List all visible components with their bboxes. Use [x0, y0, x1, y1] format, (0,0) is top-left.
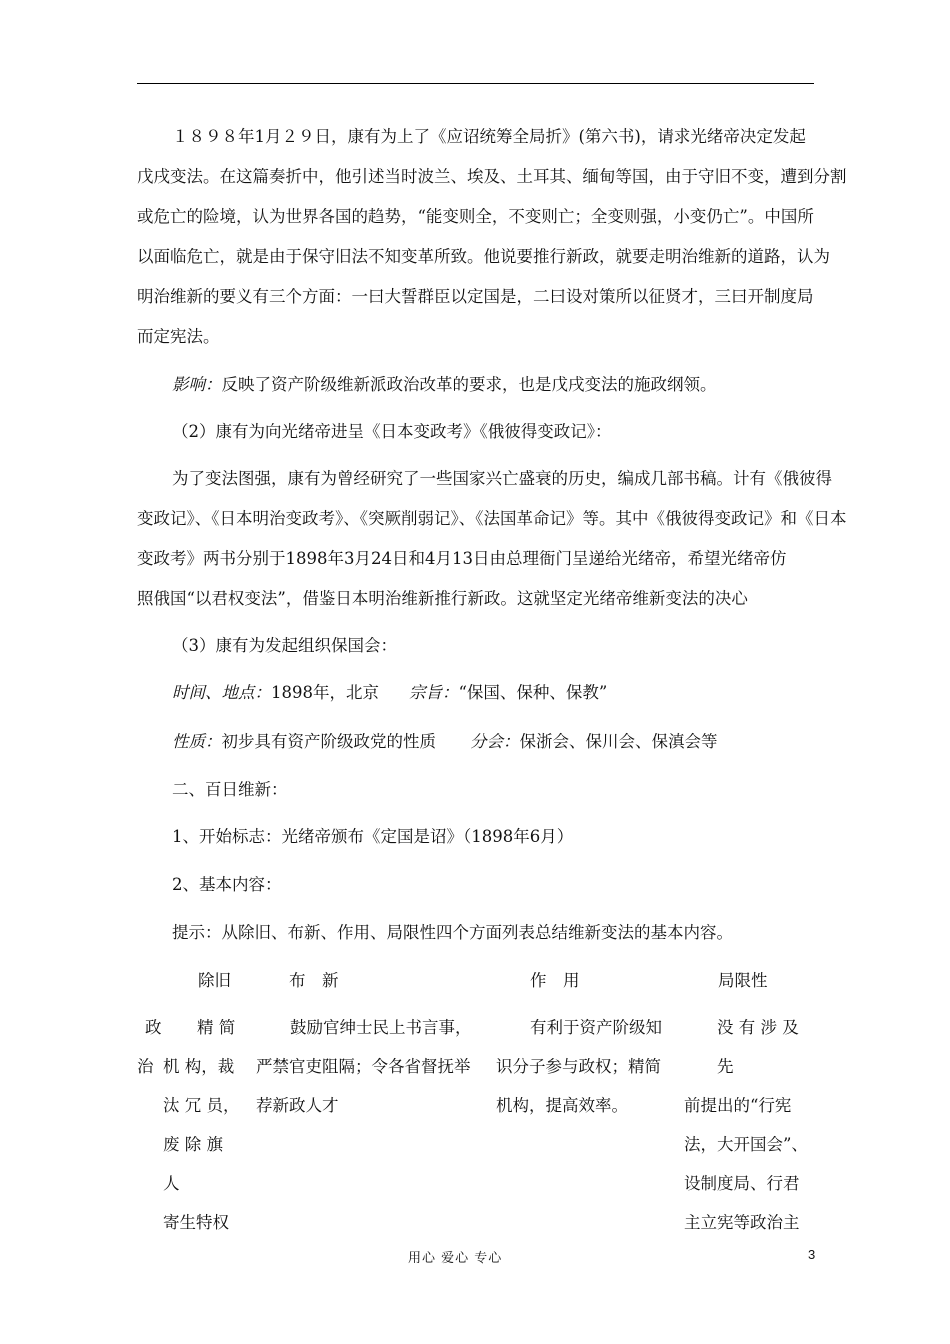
item-2-heading: （2）康有为向光绪帝进呈《日本变政考》《俄彼得变政记》：	[172, 422, 612, 441]
cell-line: 设制度局、行君	[684, 1174, 800, 1193]
table-header: 作 用	[530, 971, 580, 990]
cell-line: 严禁官吏阻隔；令各省督抚举	[256, 1057, 471, 1076]
header-rule	[137, 83, 814, 84]
influence-label: 影响：	[172, 375, 222, 394]
paragraph-line: 为了变法图强，康有为曾经研究了一些国家兴亡盛衰的历史，编成几部书稿。计有《俄彼得	[172, 469, 832, 488]
influence-line	[172, 373, 717, 397]
start-mark: 1、开始标志：光绪帝颁布《定国是诏》（1898年6月）	[172, 827, 574, 846]
cell-line: 寄生特权	[163, 1213, 229, 1232]
basic-content-heading: 2、基本内容：	[172, 875, 282, 894]
new-measures-cell	[256, 1008, 481, 1125]
cell-line: 精 简	[197, 1018, 236, 1037]
cell-line: 主立宪等政治主	[684, 1213, 800, 1232]
time-place-value: 1898年，北京	[271, 683, 379, 702]
cell-line: 法，大开国会”、	[684, 1135, 808, 1154]
cell-line: 荐新政人才	[256, 1096, 339, 1115]
paragraph-line: 戊戌变法。在这篇奏折中，他引述当时波兰、埃及、土耳其、缅甸等国，由于守旧不变，遭到分割	[137, 167, 847, 186]
limitation-cell	[684, 1008, 814, 1242]
cell-line: 汰 冗 员，	[163, 1096, 240, 1115]
time-place-line	[172, 681, 607, 705]
section-2-heading: 二、百日维新：	[172, 780, 288, 799]
paragraph-line: 变政记》、《日本明治变政考》、《突厥削弱记》、《法国革命记》等。其中《俄彼得变政记》和《日本	[137, 509, 847, 528]
table-header: 局限性	[718, 971, 768, 990]
branch-label: 分会：	[470, 732, 520, 751]
paragraph-line: 照俄国“以君权变法”，借鉴日本明治维新推行新政。这就坚定光绪帝维新变法的决心	[137, 589, 748, 608]
purpose-value: “保国、保种、保教”	[458, 683, 608, 702]
cell-line: 识分子参与政权；精简	[496, 1057, 661, 1076]
page-number: 3	[808, 1247, 816, 1262]
cell-line: 机 构，裁	[163, 1057, 235, 1076]
influence-text: 反映了资产阶级维新派政治改革的要求，也是戊戌变法的施政纲领。	[221, 375, 717, 394]
cell-line: 机构，提高效率。	[496, 1096, 628, 1115]
row-label-cell	[145, 1008, 162, 1047]
cell-line: 政	[145, 1018, 162, 1037]
paragraph-line: 变政考》两书分别于1898年3月24日和4月13日由总理衙门呈递给光绪帝，希望光绪帝仿	[137, 549, 787, 568]
nature-line	[172, 730, 718, 754]
cell-line: 有利于资产阶级知	[530, 1018, 662, 1037]
paragraph-line: １８９８年1月２９日，康有为上了《应诏统筹全局折》(第六书)，请求光绪帝决定发起	[172, 127, 806, 146]
paragraph-line: 或危亡的险境，认为世界各国的趋势，“能变则全，不变则亡；全变则强，小变仍亡”。中国所	[137, 207, 814, 226]
cell-line: 前提出的“行宪	[684, 1096, 792, 1115]
table-header: 除旧	[198, 971, 231, 990]
effect-cell	[496, 1008, 671, 1125]
paragraph-line: 明治维新的要义有三个方面：一曰大誓群臣以定国是，二曰设对策所以征贤才，三曰开制度局	[137, 287, 814, 306]
branch-value: 保浙会、保川会、保滇会等	[519, 732, 718, 751]
footer-slogan: 用心 爱心 专心	[408, 1251, 503, 1266]
cell-line: 鼓励官绅士民上书言事，	[290, 1018, 472, 1037]
item-3-heading: （3）康有为发起组织保国会：	[172, 636, 397, 655]
paragraph-line: 以面临危亡，就是由于保守旧法不知变革所致。他说要推行新政，就要走明治维新的道路，认为	[137, 247, 830, 266]
paragraph-line: 而定宪法。	[137, 327, 220, 346]
table-header: 布 新	[289, 971, 339, 990]
cell-line: 治	[137, 1057, 154, 1076]
purpose-label: 宗旨：	[409, 683, 459, 702]
remove-old-cell	[163, 1008, 243, 1242]
hint-line: 提示：从除旧、布新、作用、局限性四个方面列表总结维新变法的基本内容。	[172, 923, 733, 942]
cell-line: 废 除 旗 人	[163, 1135, 223, 1193]
nature-label: 性质：	[172, 732, 222, 751]
cell-line: 没 有 涉 及 先	[717, 1018, 799, 1076]
row-label-cell	[137, 1047, 154, 1086]
nature-value: 初步具有资产阶级政党的性质	[221, 732, 436, 751]
time-place-label: 时间、地点：	[172, 683, 271, 702]
